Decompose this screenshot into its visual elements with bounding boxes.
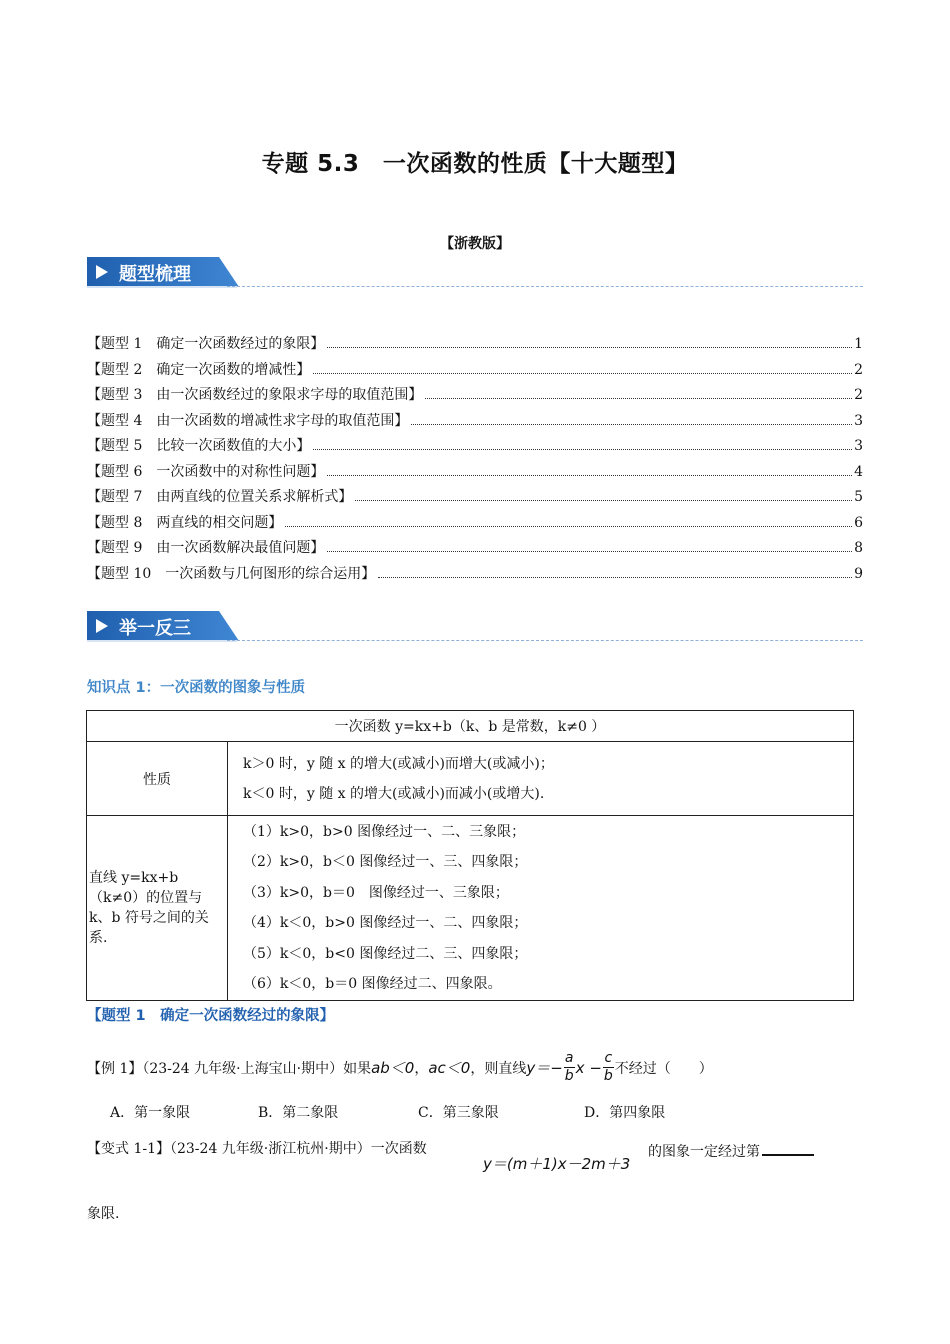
properties-content: k＞0 时，y 随 x 的增大(或减小)而增大(或减小)； k＜0 时，y 随 x 的增大(或减小)而减小(或增大). bbox=[228, 742, 854, 816]
toc-entry[interactable]: 【题型 8 两直线的相交问题】 6 bbox=[87, 514, 863, 531]
document-title: 专题 5.3 一次函数的性质【十大题型】 bbox=[261, 151, 689, 177]
properties-table bbox=[86, 710, 854, 1001]
choice-d[interactable]: D．第四象限 bbox=[584, 1105, 666, 1121]
variant-equation: y＝(m＋1)x－2m＋3 bbox=[483, 1155, 631, 1173]
section-banner-practice bbox=[87, 611, 863, 643]
edition-label: 【浙教版】 bbox=[440, 236, 510, 252]
example-1: 【例 1】（23-24 九年级·上海宝山·期中）如果 ab＜0 ， ac＜0 ，则直线 y＝− $\frac{a}{b}$ x − $\frac{c}{b}$ 不经过（ ） bbox=[87, 1050, 713, 1084]
fraction-c-over-b: $\frac{c}{b}$ bbox=[603, 1050, 613, 1084]
play-triangle-icon bbox=[96, 265, 108, 279]
banner-divider bbox=[227, 640, 863, 641]
banner-label: 举一反三 bbox=[119, 618, 191, 639]
toc-entry[interactable]: 【题型 6 一次函数中的对称性问题】 4 bbox=[87, 463, 863, 480]
table-header: 一次函数 y=kx+b（k、b 是常数，k≠0 ） bbox=[87, 711, 854, 742]
variant-continuation: 象限. bbox=[87, 1206, 120, 1222]
row-label-properties: 性质 bbox=[87, 742, 228, 816]
toc-entry[interactable]: 【题型 2 确定一次函数的增减性】 2 bbox=[87, 361, 863, 378]
banner-divider bbox=[227, 286, 863, 287]
play-triangle-icon bbox=[96, 619, 108, 633]
variant-1-1: 【变式 1-1】（23-24 九年级·浙江杭州·期中）一次函数 y＝(m＋1)x－2m＋3 的图象一定经过第 bbox=[87, 1138, 427, 1158]
question-type-heading: 【题型 1 确定一次函数经过的象限】 bbox=[87, 1008, 335, 1024]
knowledge-point-heading: 知识点 1：一次函数的图象与性质 bbox=[87, 680, 306, 696]
choice-c[interactable]: C．第三象限 bbox=[418, 1105, 499, 1121]
fraction-a-over-b: $\frac{a}{b}$ bbox=[564, 1050, 574, 1084]
row-label-position: 直线 y=kx+b （k≠0）的位置与 k、b 符号之间的关 系. bbox=[87, 816, 228, 1001]
section-banner-question-types bbox=[87, 257, 863, 289]
condition-ab: ab＜0 bbox=[371, 1059, 415, 1077]
toc-entry[interactable]: 【题型 3 由一次函数经过的象限求字母的取值范围】 2 bbox=[87, 387, 863, 403]
banner-label: 题型梳理 bbox=[119, 264, 191, 285]
choice-b[interactable]: B．第二象限 bbox=[258, 1105, 339, 1121]
answer-blank[interactable] bbox=[762, 1142, 814, 1156]
toc-entry[interactable]: 【题型 1 确定一次函数经过的象限】 1 bbox=[87, 336, 863, 352]
answer-choices bbox=[110, 1102, 665, 1122]
table-of-contents bbox=[87, 333, 863, 588]
condition-ac: ac＜0 bbox=[428, 1059, 471, 1077]
toc-entry[interactable]: 【题型 4 由一次函数的增减性求字母的取值范围】 3 bbox=[87, 412, 863, 429]
choice-a[interactable]: A．第一象限 bbox=[110, 1105, 191, 1121]
toc-entry[interactable]: 【题型 10 一次函数与几何图形的综合运用】 9 bbox=[87, 565, 863, 582]
position-content: （1）k>0，b>0 图像经过一、二、三象限； （2）k>0，b＜0 图像经过一、三、四象限； （3）k>0，b＝0 图像经过一、三象限； （4）k＜0，b>0 图像经过一、二、四象限； （5）k＜0，b<0 图像经过二、三、四象限； （6）k＜0，b＝0 图像经过二、四象限。 bbox=[228, 816, 854, 1001]
toc-entry[interactable]: 【题型 5 比较一次函数值的大小】 3 bbox=[87, 438, 863, 454]
toc-entry[interactable]: 【题型 7 由两直线的位置关系求解析式】 5 bbox=[87, 489, 863, 505]
toc-entry[interactable]: 【题型 9 由一次函数解决最值问题】 8 bbox=[87, 540, 863, 556]
